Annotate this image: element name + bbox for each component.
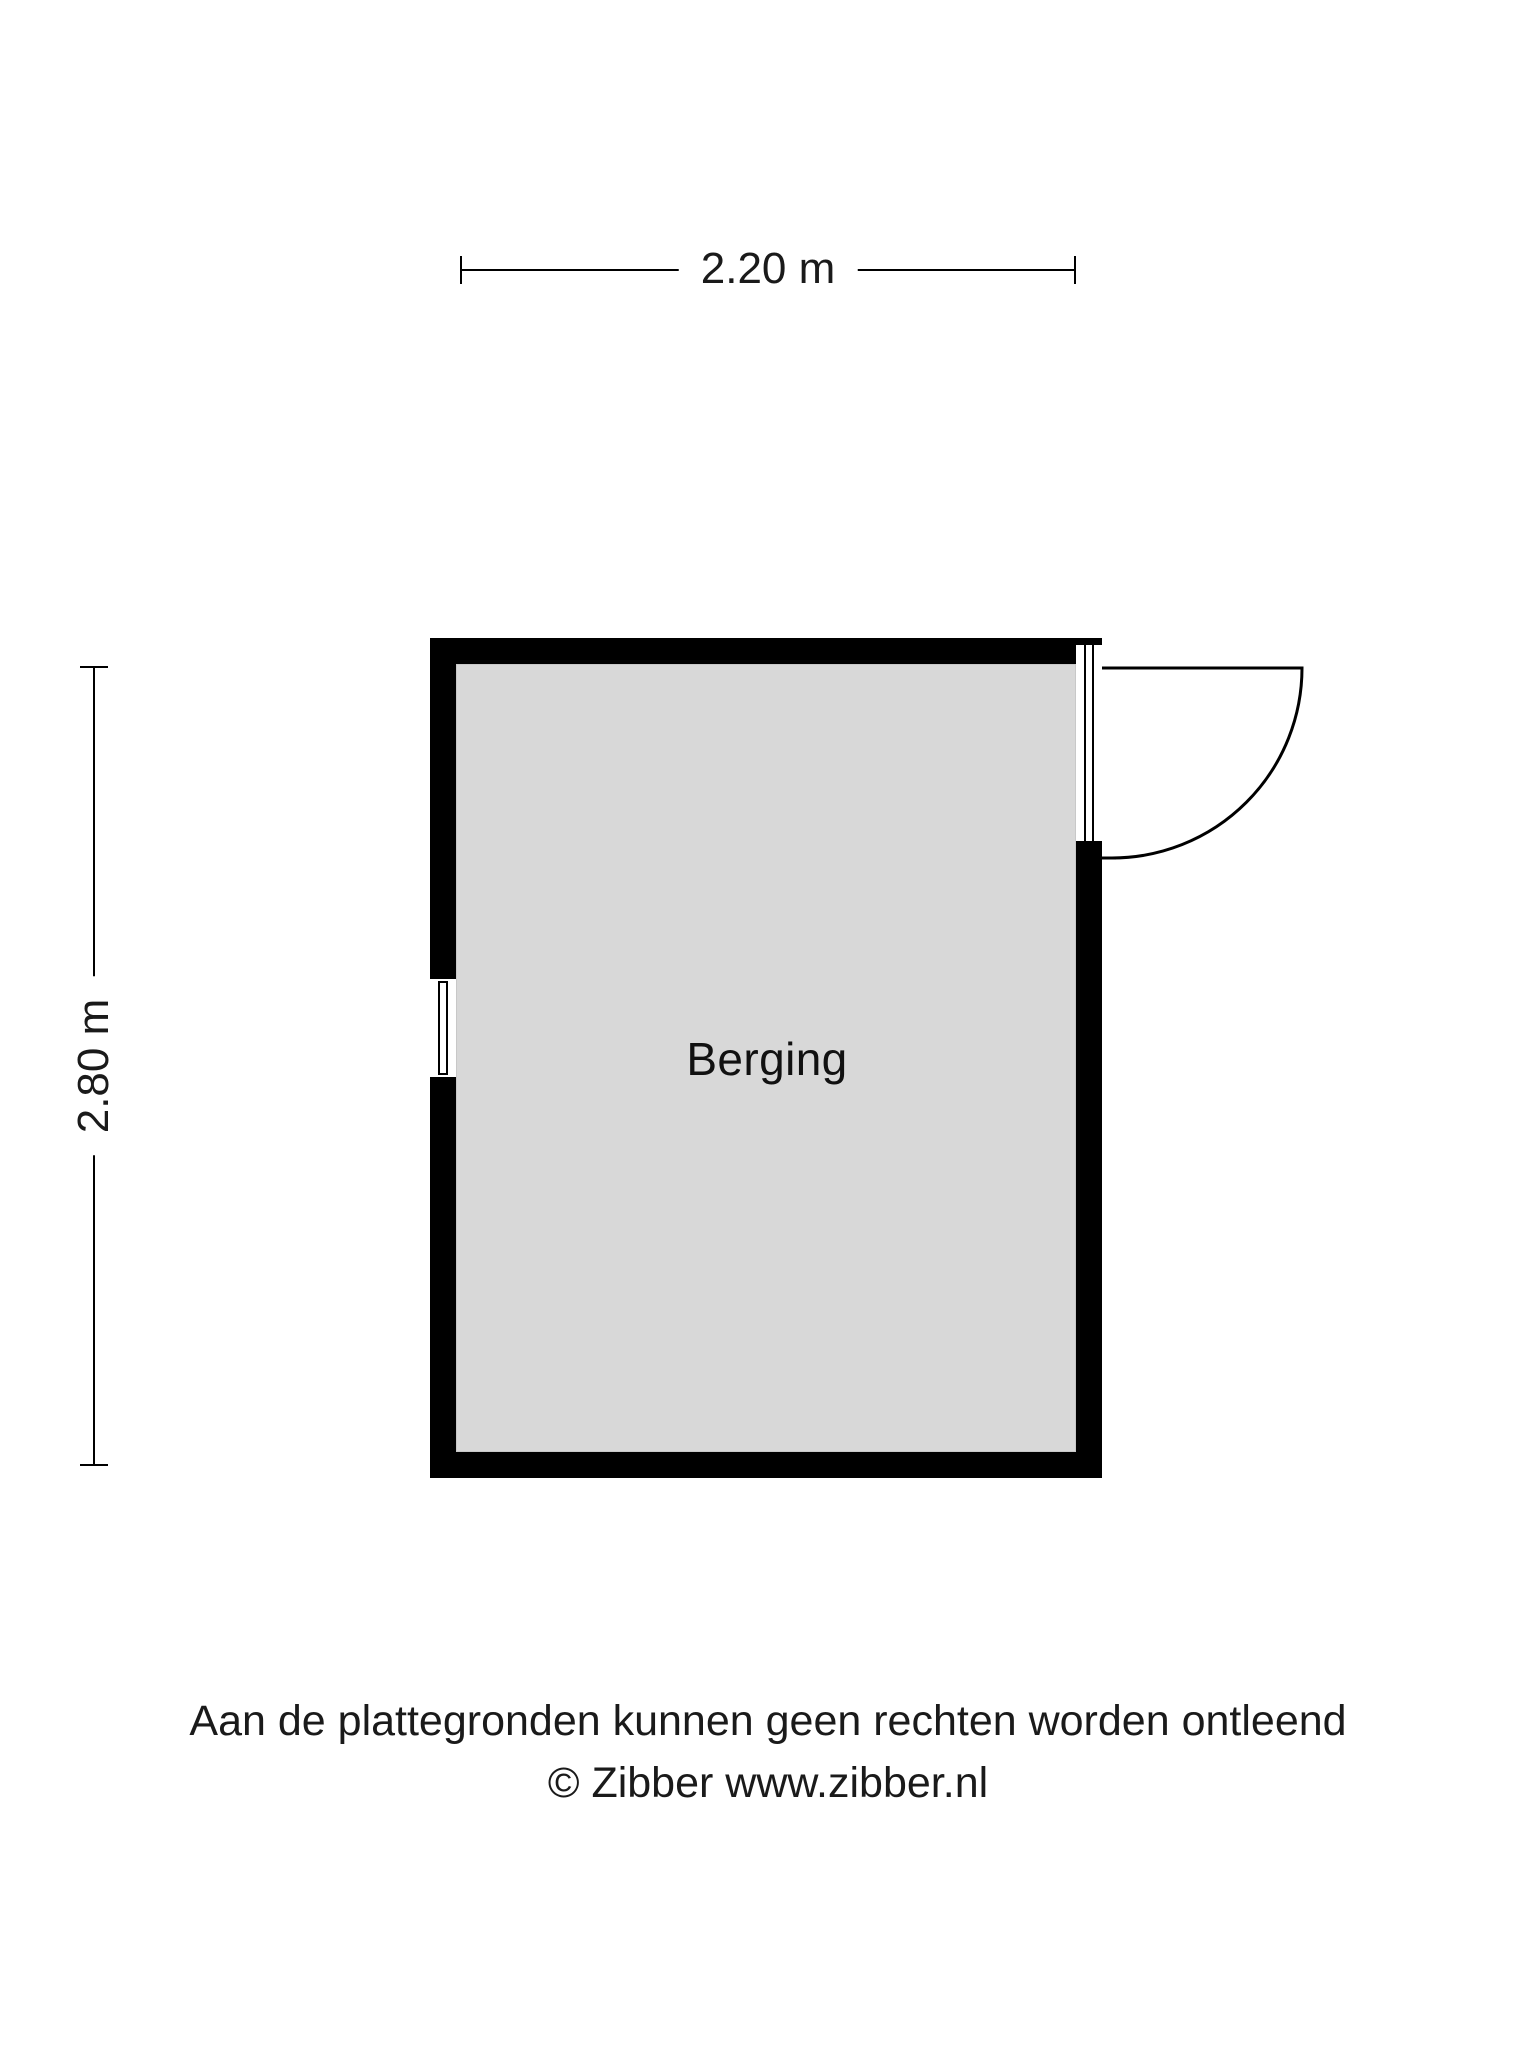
- dimension-tick-bottom: [80, 1464, 108, 1466]
- footer: [0, 1690, 1536, 1814]
- door-swing-arc: [1102, 658, 1326, 888]
- dimension-horizontal: [460, 244, 1076, 293]
- room-floor-berging: [456, 664, 1076, 1452]
- window-icon: [430, 973, 456, 1083]
- door-icon: [1076, 638, 1102, 848]
- window-edge-top: [430, 973, 456, 979]
- room-label-berging: Berging: [686, 1033, 848, 1085]
- footer-credit: © Zibber www.zibber.nl: [547, 1759, 989, 1807]
- door-jamb-top: [1076, 638, 1102, 645]
- floor-plan: [430, 638, 1102, 1478]
- dimension-vertical: [69, 666, 118, 1466]
- window-pane: [438, 981, 448, 1075]
- dimension-label-width: 2.20 m: [679, 239, 858, 299]
- door-leaf: [1084, 645, 1094, 841]
- door-jamb-bottom: [1076, 841, 1102, 848]
- dimension-tick-top: [80, 666, 108, 668]
- dimension-tick-right: [1074, 256, 1076, 284]
- exterior-wall: [430, 638, 1102, 1478]
- footer-disclaimer: Aan de plattegronden kunnen geen rechten worden ontleend: [189, 1697, 1347, 1745]
- dimension-tick-left: [460, 256, 462, 284]
- window-edge-bottom: [430, 1077, 456, 1083]
- dimension-label-height: 2.80 m: [64, 977, 124, 1156]
